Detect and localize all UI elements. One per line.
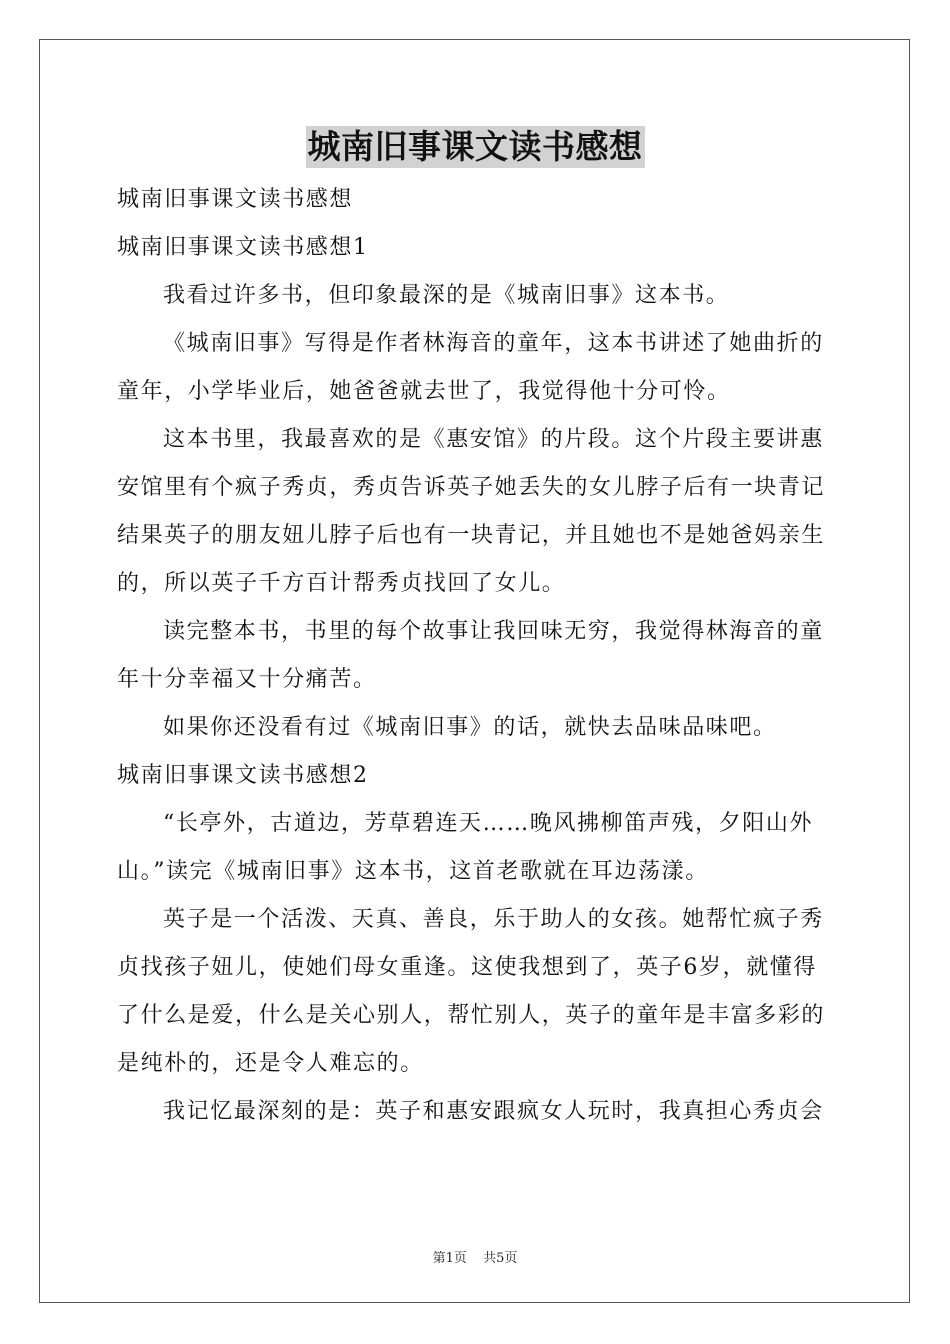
page-number: 第1页 bbox=[432, 1251, 467, 1266]
paragraph-line: 我记忆最深刻的是：英子和惠安跟疯女人玩时，我真担心秀贞会 bbox=[163, 1099, 824, 1124]
paragraph-line: 贞找孩子妞儿，使她们母女重逢。这使我想到了，英子6岁，就懂得 bbox=[117, 955, 817, 980]
paragraph-line: 城南旧事课文读书感想 bbox=[117, 187, 354, 212]
paragraph-line: 我看过许多书，但印象最深的是《城南旧事》这本书。 bbox=[163, 283, 730, 308]
paragraph-line: 城南旧事课文读书感想2 bbox=[117, 763, 369, 788]
page-total: 共5页 bbox=[483, 1251, 518, 1266]
paragraph-line: 城南旧事课文读书感想1 bbox=[117, 235, 369, 260]
paragraph-line: 这本书里，我最喜欢的是《惠安馆》的片段。这个片段主要讲惠 bbox=[163, 427, 824, 452]
paragraph-line: “长亭外，古道边，芳草碧连天……晚风拂柳笛声残，夕阳山外 bbox=[163, 811, 814, 836]
paragraph-line: 读完整本书，书里的每个故事让我回味无穷，我觉得林海音的童 bbox=[163, 619, 824, 644]
paragraph-line: 英子是一个活泼、天真、善良，乐于助人的女孩。她帮忙疯子秀 bbox=[163, 907, 824, 932]
paragraph-line: 童年，小学毕业后，她爸爸就去世了，我觉得他十分可怜。 bbox=[117, 379, 731, 404]
document-title: 城南旧事课文读书感想 bbox=[307, 127, 643, 166]
document-body bbox=[117, 176, 833, 1136]
paragraph-line: 安馆里有个疯子秀贞，秀贞告诉英子她丢失的女儿脖子后有一块青记 bbox=[117, 475, 826, 500]
page-footer bbox=[0, 1247, 950, 1266]
paragraph-line: 年十分幸福又十分痛苦。 bbox=[117, 667, 377, 692]
paragraph-line: 了什么是爱，什么是关心别人，帮忙别人，英子的童年是丰富多彩的 bbox=[117, 1003, 826, 1028]
paragraph-line: 山。”读完《城南旧事》这本书，这首老歌就在耳边荡漾。 bbox=[117, 859, 709, 884]
paragraph-line: 的，所以英子千方百计帮秀贞找回了女儿。 bbox=[117, 571, 566, 596]
title-container bbox=[0, 126, 950, 168]
paragraph-line: 《城南旧事》写得是作者林海音的童年，这本书讲述了她曲折的 bbox=[163, 331, 824, 356]
paragraph-line: 结果英子的朋友妞儿脖子后也有一块青记，并且她也不是她爸妈亲生 bbox=[117, 523, 826, 548]
paragraph-line: 如果你还没看有过《城南旧事》的话，就快去品味品味吧。 bbox=[163, 715, 777, 740]
paragraph-line: 是纯朴的，还是令人难忘的。 bbox=[117, 1051, 424, 1076]
